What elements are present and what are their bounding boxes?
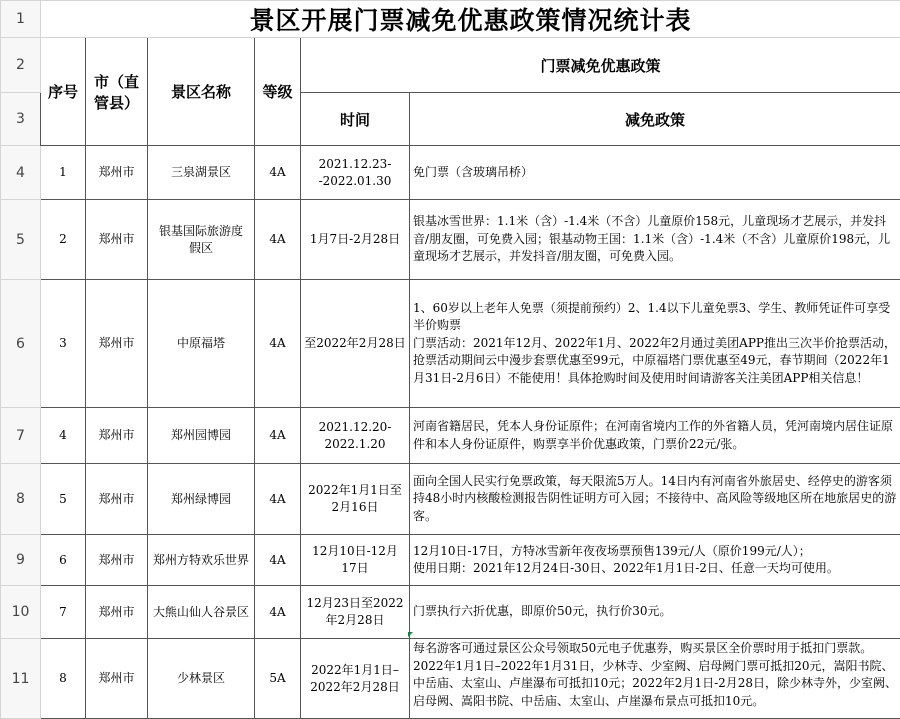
policy-text: 免门票（含玻璃吊桥） — [413, 164, 897, 182]
cell-scenic-name[interactable]: 三泉湖景区 — [148, 146, 255, 200]
cell-time[interactable]: 至2022年2月28日 — [301, 280, 410, 408]
cell-seq[interactable]: 8 — [41, 639, 86, 719]
policy-text: 面向全国人民实行免票政策，每天限流5万人。14日内有河南省外旅居史、经停史的游客须持48小时内核酸检测报告阴性证明方可入园；不接待中、高风险等级地区所在地旅居史的游客。 — [413, 473, 897, 526]
policy-text: 门票执行六折优惠，即原价50元，执行价30元。 — [413, 603, 897, 621]
cell-time[interactable]: 2022年1月1日至2月16日 — [301, 464, 410, 535]
cell-level[interactable]: 4A — [255, 200, 301, 280]
cell-level[interactable]: 4A — [255, 586, 301, 639]
cell-city[interactable]: 郑州市 — [86, 464, 148, 535]
cell-time[interactable]: 12月10日-12月17日 — [301, 535, 410, 586]
row-header-8[interactable]: 8 — [1, 464, 41, 535]
row-header-3[interactable]: 3 — [1, 93, 41, 146]
cell-city[interactable]: 郑州市 — [86, 639, 148, 719]
policy-text: 河南省籍居民，凭本人身份证原件；在河南省境内工作的外省籍人员，凭河南境内居住证原件和本人身份证原件，购票享半价优惠政策，门票价22元/张。 — [413, 418, 897, 453]
cell-city[interactable]: 郑州市 — [86, 535, 148, 586]
cell-scenic-name[interactable]: 郑州园博园 — [148, 408, 255, 464]
cell-policy[interactable] — [410, 280, 900, 408]
cell-policy[interactable] — [410, 146, 900, 200]
header-seq[interactable]: 序号 — [41, 38, 86, 146]
cell-seq[interactable]: 1 — [41, 146, 86, 200]
cell-level[interactable]: 4A — [255, 146, 301, 200]
table-row — [1, 146, 900, 200]
row-header-4[interactable]: 4 — [1, 146, 41, 200]
cell-city[interactable]: 郑州市 — [86, 146, 148, 200]
sheet-title[interactable]: 景区开展门票减免优惠政策情况统计表 — [41, 1, 900, 38]
cell-level[interactable]: 5A — [255, 639, 301, 719]
table-row — [1, 200, 900, 280]
header-city[interactable]: 市（直管县） — [86, 38, 148, 146]
cell-level[interactable]: 4A — [255, 280, 301, 408]
cell-scenic-name[interactable]: 大熊山仙人谷景区 — [148, 586, 255, 639]
policy-text: 每名游客可通过景区公众号领取50元电子优惠券，购买景区全价票时用于抵扣门票款。2022年1月1日–2022年1月31日，少林寺、少室阙、启母阙门票可抵扣20元，嵩阳书院、中岳庙、太室山、卢崖瀑布可抵扣10元；2022年2月1日-2月28日，除少林寺外，少室阙、启母阙、嵩阳书院、中岳庙、太室山、卢崖瀑布景点可抵扣10元。 — [413, 640, 897, 710]
table-row — [1, 586, 900, 639]
row-header-5[interactable]: 5 — [1, 200, 41, 280]
table-row — [1, 464, 900, 535]
policy-text: 1、60岁以上老年人免票（须提前预约）2、1.4以下儿童免票3、学生、教师凭证件可享受半价购票 门票活动：2021年12月、2022年1月、2022年2月通过美团APP推出三次半价抢票活动，抢票活动期间云中漫步套票优惠至99元，中原福塔门票优惠至49元，春节期间（2022年1月31日-2月6日）不能使用！具体抢购时间及使用时间请游客关注美团APP相关信息！ — [413, 300, 897, 388]
header-level[interactable]: 等级 — [255, 38, 301, 146]
header-policy-group[interactable]: 门票减免优惠政策 — [301, 38, 900, 93]
cell-city[interactable]: 郑州市 — [86, 200, 148, 280]
cell-scenic-name[interactable]: 少林景区 — [148, 639, 255, 719]
cell-city[interactable]: 郑州市 — [86, 586, 148, 639]
row-header-9[interactable]: 9 — [1, 535, 41, 586]
cell-level[interactable]: 4A — [255, 408, 301, 464]
cell-city[interactable]: 郑州市 — [86, 408, 148, 464]
cell-city[interactable]: 郑州市 — [86, 280, 148, 408]
comment-marker-icon — [408, 632, 413, 637]
row-header-1[interactable]: 1 — [1, 1, 41, 38]
table-row — [1, 408, 900, 464]
cell-time[interactable]: 12月23日至2022年2月28日 — [301, 586, 410, 639]
row-header-10[interactable]: 10 — [1, 586, 41, 639]
cell-policy[interactable] — [410, 464, 900, 535]
cell-time[interactable]: 1月7日-2月28日 — [301, 200, 410, 280]
row-header-7[interactable]: 7 — [1, 408, 41, 464]
cell-scenic-name[interactable]: 郑州方特欢乐世界 — [148, 535, 255, 586]
cell-seq[interactable]: 4 — [41, 408, 86, 464]
row-header-2[interactable]: 2 — [1, 38, 41, 93]
cell-seq[interactable]: 6 — [41, 535, 86, 586]
table-row — [1, 535, 900, 586]
cell-level[interactable]: 4A — [255, 464, 301, 535]
cell-policy[interactable] — [410, 586, 900, 639]
cell-seq[interactable]: 2 — [41, 200, 86, 280]
cell-level[interactable]: 4A — [255, 535, 301, 586]
cell-policy[interactable] — [410, 535, 900, 586]
header-reduction[interactable]: 减免政策 — [410, 93, 900, 146]
table-row — [1, 280, 900, 408]
cell-time[interactable]: 2022年1月1日–2022年2月28日 — [301, 639, 410, 719]
cell-policy[interactable] — [410, 408, 900, 464]
cell-seq[interactable]: 3 — [41, 280, 86, 408]
cell-policy[interactable] — [410, 200, 900, 280]
cell-time[interactable]: 2021.12.23--2022.01.30 — [301, 146, 410, 200]
cell-scenic-name[interactable]: 银基国际旅游度假区 — [148, 200, 255, 280]
header-scenic-name[interactable]: 景区名称 — [148, 38, 255, 146]
policy-text: 12月10日-17日，方特冰雪新年夜夜场票预售139元/人（原价199元/人）； 使用日期：2021年12月24日-30日、2022年1月1日-2日、任意一天均可使用。 — [413, 543, 897, 578]
cell-scenic-name[interactable]: 中原福塔 — [148, 280, 255, 408]
cell-seq[interactable]: 7 — [41, 586, 86, 639]
policy-text: 银基冰雪世界：1.1米（含）-1.4米（不含）儿童原价158元，儿童现场才艺展示，并发抖音/朋友圈，可免费入园；银基动物王国：1.1米（含）-1.4米（不含）儿童原价198元，儿童现场才艺展示，并发抖音/朋友圈，可免费入园。 — [413, 213, 897, 266]
row-header-11[interactable]: 11 — [1, 639, 41, 719]
cell-seq[interactable]: 5 — [41, 464, 86, 535]
cell-policy[interactable] — [410, 639, 900, 719]
cell-scenic-name[interactable]: 郑州绿博园 — [148, 464, 255, 535]
table-row — [1, 639, 900, 719]
row-header-6[interactable]: 6 — [1, 280, 41, 408]
cell-time[interactable]: 2021.12.20-2022.1.20 — [301, 408, 410, 464]
header-time[interactable]: 时间 — [301, 93, 410, 146]
